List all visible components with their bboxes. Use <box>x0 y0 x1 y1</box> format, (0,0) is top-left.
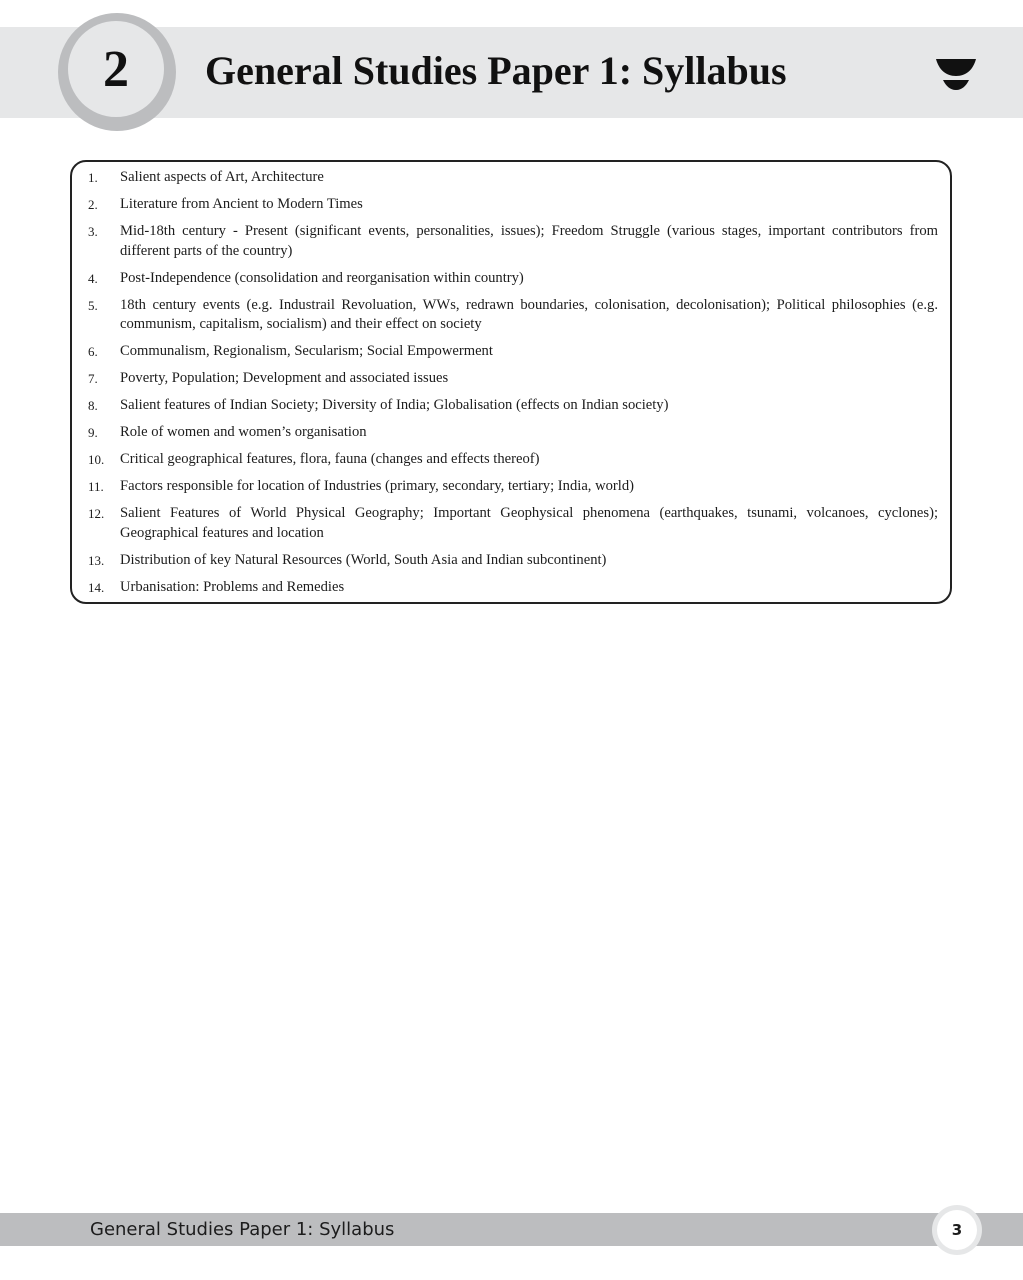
syllabus-box <box>70 160 952 604</box>
syllabus-item-text: Communalism, Regionalism, Secularism; Social Empowerment <box>120 343 493 359</box>
syllabus-item <box>88 369 938 389</box>
syllabus-item-number: 5. <box>88 297 98 313</box>
syllabus-item <box>88 504 938 543</box>
syllabus-item-text: Urbanisation: Problems and Remedies <box>120 578 345 595</box>
syllabus-item <box>88 396 938 416</box>
syllabus-item-text: Salient Features of World Physical Geography; Important Geophysical phenomena (earthquakes, tsunami, volcanoes, cyclones); Geographical features and location <box>120 505 938 541</box>
page-title: General Studies Paper 1: Syllabus <box>205 48 787 93</box>
syllabus-item-number: 2. <box>88 197 98 212</box>
syllabus-item-text: Poverty, Population; Development and associated issues <box>120 370 449 386</box>
syllabus-item-number: 1. <box>88 170 98 185</box>
syllabus-item-text: Critical geographical features, flora, fauna (changes and effects thereof) <box>120 451 540 467</box>
syllabus-item-text: Factors responsible for location of Industries (primary, secondary, tertiary; India, world) <box>120 478 635 494</box>
lamp-logo-icon <box>935 58 977 92</box>
syllabus-item-number: 3. <box>88 224 98 239</box>
syllabus-item-number: 4. <box>88 270 98 286</box>
syllabus-item <box>88 195 938 215</box>
syllabus-item <box>88 168 938 188</box>
syllabus-item-text: Mid-18th century - Present (significant events, personalities, issues); Freedom Struggle (various stages, important contributors from different parts of the country) <box>120 223 938 259</box>
syllabus-item-text: Role of women and women’s organisation <box>120 424 367 440</box>
syllabus-item-text: 18th century events (e.g. Industrail Revoluation, WWs, redrawn boundaries, colonisation, decolonisation); Political philosophies (e.g. communism, capitalism, socialism) and their effect on society <box>120 296 938 332</box>
syllabus-item-number: 13. <box>88 552 105 568</box>
chapter-number: 2 <box>68 21 164 117</box>
syllabus-item-number: 11. <box>88 479 104 494</box>
syllabus-item <box>88 269 938 289</box>
footer-title: General Studies Paper 1: Syllabus <box>90 1219 395 1240</box>
syllabus-item <box>88 450 938 470</box>
syllabus-item-number: 10. <box>88 452 105 467</box>
syllabus-item-number: 9. <box>88 425 98 440</box>
syllabus-item-number: 14. <box>88 579 105 595</box>
syllabus-item-text: Literature from Ancient to Modern Times <box>120 196 363 212</box>
syllabus-list <box>88 168 938 605</box>
syllabus-item <box>88 551 938 571</box>
syllabus-item <box>88 578 938 598</box>
syllabus-item <box>88 222 938 261</box>
syllabus-item-text: Distribution of key Natural Resources (World, South Asia and Indian subcontinent) <box>120 551 607 568</box>
syllabus-item-text: Post-Independence (consolidation and reorganisation within country) <box>120 269 524 286</box>
syllabus-item-number: 6. <box>88 344 98 359</box>
page-number: 3 <box>937 1210 977 1250</box>
syllabus-item-number: 7. <box>88 371 98 386</box>
syllabus-item <box>88 342 938 362</box>
syllabus-item <box>88 296 938 335</box>
syllabus-item-text: Salient features of Indian Society; Diversity of India; Globalisation (effects on Indian society) <box>120 397 669 413</box>
syllabus-item-number: 12. <box>88 506 105 521</box>
syllabus-item <box>88 477 938 497</box>
syllabus-item-number: 8. <box>88 398 98 413</box>
syllabus-item <box>88 423 938 443</box>
syllabus-item-text: Salient aspects of Art, Architecture <box>120 169 324 185</box>
